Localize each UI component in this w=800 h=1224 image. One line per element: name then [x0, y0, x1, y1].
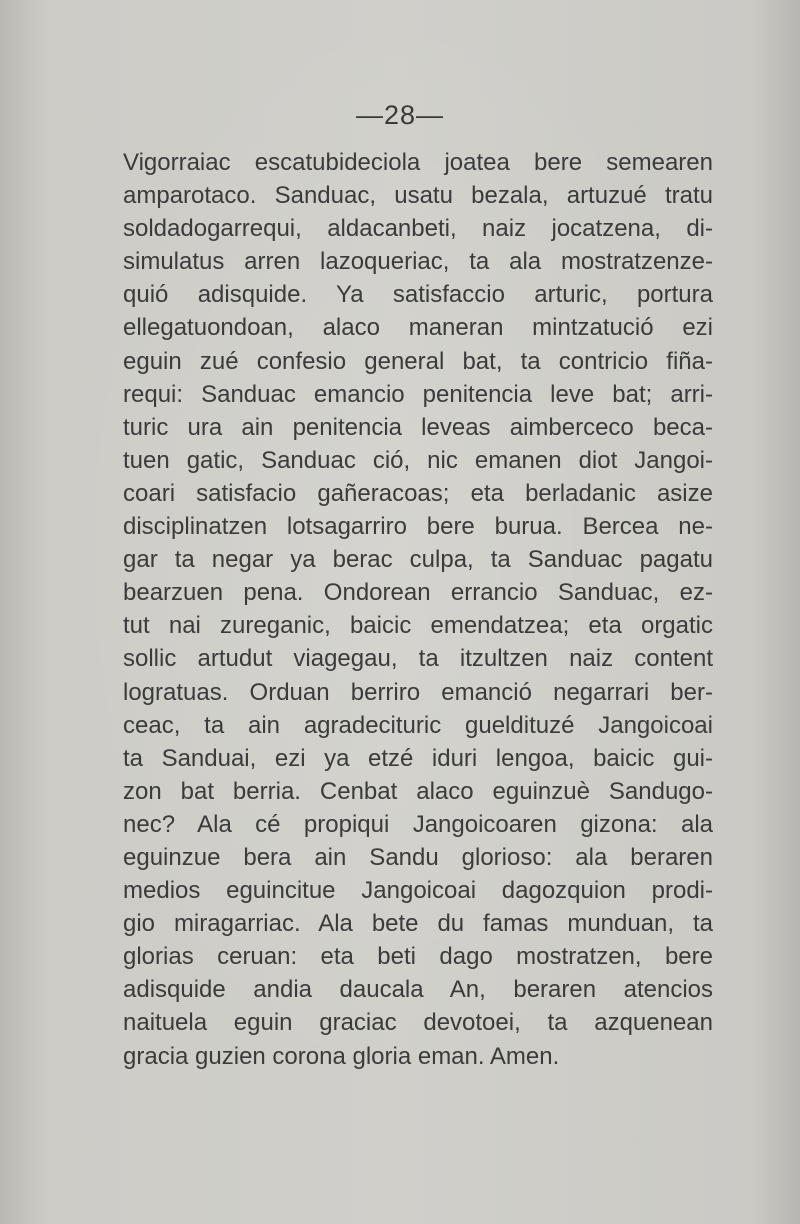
text-line: adisquide andia daucala An, beraren atencios: [123, 976, 713, 1004]
text-line: quió adisquide. Ya satisfaccio arturic, portura: [123, 281, 713, 309]
text-line: bearzuen pena. Ondorean errancio Sanduac, ez-: [123, 579, 713, 607]
page-number: —28—: [355, 100, 445, 130]
text-line: ellegatuondoan, alaco maneran mintzatució ezi: [123, 314, 713, 342]
text-line: gar ta negar ya berac culpa, ta Sanduac pagatu: [123, 546, 713, 574]
text-line: eguin zué confesio general bat, ta contricio fiña-: [123, 347, 713, 375]
text-line: amparotaco. Sanduac, usatu bezala, artuzué tratu: [123, 182, 713, 210]
text-line: turic ura ain penitencia leveas aimberceco beca-: [123, 413, 713, 441]
text-line: tuen gatic, Sanduac ció, nic emanen diot Jangoi-: [123, 446, 713, 474]
text-line: tut nai zureganic, baicic emendatzea; eta orgatic: [123, 612, 713, 640]
text-line: naituela eguin graciac devotoei, ta azquenean: [123, 1009, 713, 1037]
text-line: medios eguincitue Jangoicoai dagozquion prodi-: [123, 877, 713, 905]
text-line: ta Sanduai, ezi ya etzé iduri lengoa, baicic gui-: [123, 744, 713, 772]
text-line: gracia guzien corona gloria eman. Amen.: [123, 1042, 560, 1070]
text-line: eguinzue bera ain Sandu glorioso: ala beraren: [123, 843, 713, 871]
text-line: glorias ceruan: eta beti dago mostratzen, bere: [123, 943, 713, 971]
text-line: Vigorraiac escatubideciola joatea bere semearen: [123, 149, 713, 176]
text-line: nec? Ala cé propiqui Jangoicoaren gizona: ala: [123, 810, 713, 838]
text-line: disciplinatzen lotsagarriro bere burua. Bercea ne-: [123, 513, 713, 541]
text-line: zon bat berria. Cenbat alaco eguinzuè Sandugo-: [123, 777, 713, 805]
text-line: coari satisfacio gañeracoas; eta berladanic asize: [123, 479, 713, 507]
text-line: gio miragarriac. Ala bete du famas munduan, ta: [123, 910, 713, 938]
text-line: soldadogarrequi, aldacanbeti, naiz jocatzena, di-: [123, 215, 713, 243]
text-line: logratuas. Orduan berriro emanció negarrari ber-: [123, 678, 713, 706]
body-text: [123, 146, 713, 1073]
text-line: sollic artudut viagegau, ta itzultzen naiz content: [123, 645, 713, 673]
text-line: requi: Sanduac emancio penitencia leve bat; arri-: [123, 380, 713, 408]
text-line: ceac, ta ain agradecituric gueldituzé Jangoicoai: [123, 711, 713, 739]
text-line: simulatus arren lazoqueriac, ta ala mostratzenze-: [123, 248, 713, 276]
